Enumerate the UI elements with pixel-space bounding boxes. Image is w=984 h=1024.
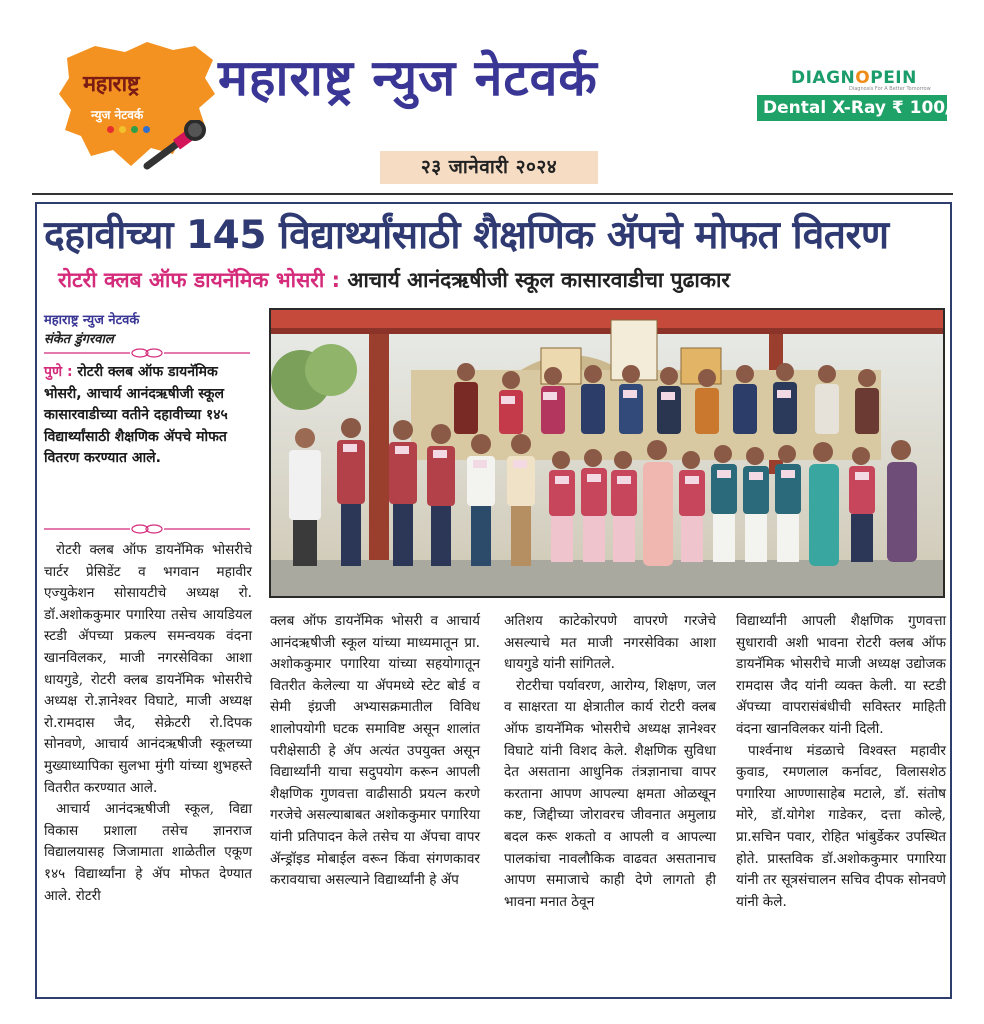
article-lead xyxy=(44,362,252,470)
ad-brand-o: O xyxy=(855,68,871,88)
column-3-paragraph-2: रोटरीचा पर्यावरण, आरोग्य, शिक्षण, जल व साक्षरता या क्षेत्रातील कार्य रोटरी क्लब ऑफ डायनॅमिक भोसरीचे अध्यक्ष ज्ञानेश्वर विघाटे यांनी विशद केले. शैक्षणिक सुविधा देत असताना आधुनिक तंत्रज्ञानाचा वापर करताना आपण आपल्या क्षमता ओळखून कष्ट, जिद्दीच्या जोरावरच जीवनात अमुलाग्र बदल करू शकतो व आपली व आपल्या पालकांचा नावलौकिक वाढवत असतानाच आपण समाजाचे काही देणे लागतो ही भावना मनात ठेवून xyxy=(504,677,716,910)
microphone-icon xyxy=(141,120,211,170)
subhead-school: आचार्य आनंदऋषीजी स्कूल कासारवाडीचा पुढाकार xyxy=(347,268,731,292)
column-1-paragraph-2: आचार्य आनंदऋषीजी स्कूल, विद्या विकास प्रशाला तसेच ज्ञानराज विद्यालयासह जिजामाता शाळेतील एकूण १४५ विद्यार्थ्यांना हे ॲप मोफत देण्यात आले. रोटरी xyxy=(44,801,252,904)
ad-brand-start: DIAGN xyxy=(791,68,856,88)
logo-subtitle: न्युज नेटवर्क xyxy=(91,108,144,122)
article-column-1 xyxy=(44,540,252,907)
article-column-3 xyxy=(504,611,716,913)
article-headline: दहावीच्या 145 विद्यार्थ्यांसाठी शैक्षणिक ॲपचे मोफत वितरण xyxy=(44,213,889,258)
article-subhead xyxy=(58,266,938,294)
divider-flourish-icon xyxy=(44,348,250,358)
red-dot-icon xyxy=(107,126,114,133)
masthead-divider xyxy=(32,193,953,195)
diagnopein-ad[interactable] xyxy=(757,68,959,121)
ad-brand xyxy=(757,68,947,88)
group-photo-illustration xyxy=(271,310,943,596)
masthead-logo xyxy=(55,38,220,173)
lead-dateline: पुणे : xyxy=(44,364,73,380)
masthead-title: महाराष्ट्र न्युज नेटवर्क xyxy=(218,49,598,107)
subhead-club: रोटरी क्लब ऑफ डायनॅमिक भोसरी : xyxy=(58,268,341,292)
article-column-2 xyxy=(270,611,480,892)
ad-tagline: Diagnosis For A Better Tomorrow xyxy=(849,86,931,92)
event-group-photo xyxy=(269,308,945,598)
logo-title: महाराष्ट्र xyxy=(83,72,140,97)
column-2-paragraph-1: क्लब ऑफ डायनॅमिक भोसरी व आचार्य आनंदऋषीजी स्कूल यांच्या माध्यमातून प्रा. अशोककुमार पगारिया यांच्या सहयोगातून वितरीत केलेल्या या ॲपमध्ये स्टेट बोर्ड व सेमी इंग्रजी अभ्यासक्रमातील विविध शालोपयोगी घटक समाविष्ट असून शालांत परीक्षेसाठी हे ॲप अत्यंत उपयुक्त असून विद्यार्थ्यांनी याचा सदुपयोग करून आपली शैक्षणिक गुणवत्ता वाढीसाठी प्रयत्न करणे गरजेचे असल्याबाबत अशोककुमार पगारिया यांनी प्रतिपादन केले तसेच या ॲपचा वापर ॲन्ड्रॉइड मोबाईल वरून किंवा संगणकावर करावयाचा असल्याने विद्यार्थ्यांनी हे ॲप xyxy=(270,613,480,889)
byline-source: महाराष्ट्र न्युज नेटवर्क xyxy=(44,313,140,328)
lead-text: रोटरी क्लब ऑफ डायनॅमिक भोसरी, आचार्य आनंदऋषीजी स्कूल कासारवाडीच्या वतीने दहावीच्या १४५ विद्यार्थ्यांसाठी शैक्षणिक ॲपचे मोफत वितरण करण्यात आले. xyxy=(44,364,228,466)
column-4-paragraph-1: विद्यार्थ्यांनी आपली शैक्षणिक गुणवत्ता सुधारावी अशी भावना रोटरी क्लब ऑफ डायनॅमिक भोसरीचे माजी अध्यक्ष उद्योजक रामदास जैद यांनी व्यक्त केली. या स्टडी ॲपच्या वापरासंबंधीची सविस्तर माहिती वंदना खानविलकर यांनी दिली. xyxy=(736,613,946,737)
byline-reporter: संकेत डुंगरवाल xyxy=(44,332,114,347)
divider-flourish-icon xyxy=(44,524,250,534)
green-dot-icon xyxy=(131,126,138,133)
issue-date: २३ जानेवारी २०२४ xyxy=(380,151,598,184)
column-3-paragraph-1: अतिशय काटेकोरपणे वापरणे गरजेचे असल्याचे मत माजी नगरसेविका आशा धायगुडे यांनी सांगितले. xyxy=(504,613,716,673)
ad-brand-end: PEIN xyxy=(870,68,917,88)
ad-offer: Dental X-Ray ₹ 100/- xyxy=(757,95,947,121)
column-4-paragraph-2: पार्श्वनाथ मंडळाचे विश्वस्त महावीर कुवाड, रमणलाल कर्नावट, विलासशेठ पगारिया आण्णासाहेब मटाले, डॉ. संतोष मोरे, डॉ.योगेश गाडेकर, दत्ता कोल्हे, प्रा.सचिन पवार, रोहित भांबुर्डेकर उपस्थित होते. प्रास्तविक डॉ.अशोककुमार पगारिया यांनी तर सूत्रसंचालन सचिव दीपक सोनवणे यांनी केले. xyxy=(736,742,946,910)
yellow-dot-icon xyxy=(119,126,126,133)
column-1-paragraph-1: रोटरी क्लब ऑफ डायनॅमिक भोसरीचे चार्टर प्रेसिडेंट व भगवान महावीर एज्युकेशन सोसायटीचे अध्यक्ष रो. डॉ.अशोककुमार पगारिया तसेच आयडियल स्टडी ॲपच्या प्रकल्प समन्वयक वंदना खानविलकर, माजी नगरसेविका आशा धायगुडे, रोटरी क्लब डायनॅमिक भोसरीचे अध्यक्ष रो.ज्ञानेश्वर विघाटे, माजी अध्यक्ष रो.रामदास जैद, सेक्रेटरी रो.दिपक सोनवणे, आचार्य आनंदऋषीजी स्कूलच्या मुख्याध्यापिका सुलभा मुंगी यांच्या शुभहस्ते वितरीत करण्यात आले. xyxy=(44,542,252,796)
article-column-4 xyxy=(736,611,946,913)
